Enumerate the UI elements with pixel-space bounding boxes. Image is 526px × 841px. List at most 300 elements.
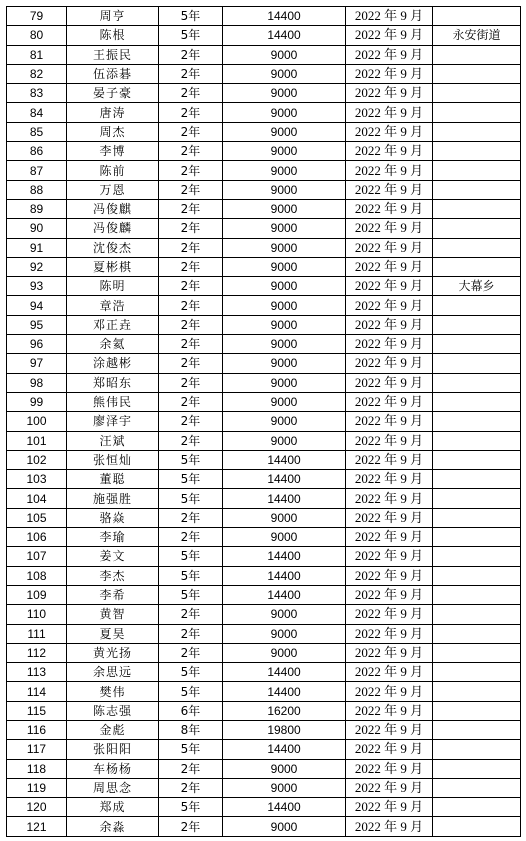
cell-date: 2022 年 9 月 [346, 624, 433, 643]
cell-amount: 9000 [223, 45, 346, 64]
table-row [7, 257, 521, 276]
cell-name: 郑昭东 [67, 373, 159, 392]
cell-note [433, 412, 521, 431]
cell-date: 2022 年 9 月 [346, 701, 433, 720]
cell-date: 2022 年 9 月 [346, 759, 433, 778]
cell-amount: 9000 [223, 180, 346, 199]
cell-years: 2年 [159, 219, 223, 238]
cell-years: 2年 [159, 277, 223, 296]
cell-name: 黄光扬 [67, 643, 159, 662]
cell-years: 5年 [159, 470, 223, 489]
cell-date: 2022 年 9 月 [346, 643, 433, 662]
cell-years: 2年 [159, 64, 223, 83]
cell-name: 余淼 [67, 817, 159, 836]
cell-index: 118 [7, 759, 67, 778]
cell-index: 119 [7, 778, 67, 797]
cell-name: 夏昊 [67, 624, 159, 643]
table-row [7, 45, 521, 64]
cell-years: 5年 [159, 740, 223, 759]
cell-note: 永安街道 [433, 26, 521, 45]
cell-amount: 14400 [223, 798, 346, 817]
cell-name: 余氦 [67, 335, 159, 354]
cell-years: 2年 [159, 180, 223, 199]
cell-index: 117 [7, 740, 67, 759]
cell-name: 冯俊麒 [67, 199, 159, 218]
table-row [7, 663, 521, 682]
cell-amount: 14400 [223, 450, 346, 469]
cell-years: 5年 [159, 798, 223, 817]
cell-name: 邓正垚 [67, 315, 159, 334]
cell-name: 周亨 [67, 7, 159, 26]
cell-amount: 14400 [223, 547, 346, 566]
cell-note [433, 508, 521, 527]
cell-name: 董聪 [67, 470, 159, 489]
document-sheet [6, 6, 520, 837]
table-row [7, 489, 521, 508]
table-row [7, 142, 521, 161]
cell-index: 115 [7, 701, 67, 720]
cell-name: 陈明 [67, 277, 159, 296]
cell-years: 2年 [159, 431, 223, 450]
cell-note [433, 199, 521, 218]
cell-date: 2022 年 9 月 [346, 335, 433, 354]
cell-amount: 14400 [223, 26, 346, 45]
table-row [7, 547, 521, 566]
cell-index: 90 [7, 219, 67, 238]
table-row [7, 759, 521, 778]
cell-date: 2022 年 9 月 [346, 373, 433, 392]
table-row [7, 64, 521, 83]
cell-date: 2022 年 9 月 [346, 798, 433, 817]
cell-date: 2022 年 9 月 [346, 84, 433, 103]
cell-index: 88 [7, 180, 67, 199]
cell-years: 2年 [159, 122, 223, 141]
table-row [7, 643, 521, 662]
cell-years: 2年 [159, 199, 223, 218]
cell-index: 95 [7, 315, 67, 334]
cell-index: 92 [7, 257, 67, 276]
cell-date: 2022 年 9 月 [346, 103, 433, 122]
cell-date: 2022 年 9 月 [346, 392, 433, 411]
cell-note [433, 7, 521, 26]
cell-amount: 9000 [223, 528, 346, 547]
cell-date: 2022 年 9 月 [346, 7, 433, 26]
cell-name: 李博 [67, 142, 159, 161]
cell-years: 2年 [159, 45, 223, 64]
cell-date: 2022 年 9 月 [346, 470, 433, 489]
cell-note [433, 296, 521, 315]
cell-amount: 9000 [223, 199, 346, 218]
table-row [7, 450, 521, 469]
table-row [7, 199, 521, 218]
cell-years: 2年 [159, 335, 223, 354]
cell-amount: 9000 [223, 605, 346, 624]
cell-amount: 14400 [223, 7, 346, 26]
cell-name: 周杰 [67, 122, 159, 141]
cell-amount: 9000 [223, 64, 346, 83]
cell-date: 2022 年 9 月 [346, 296, 433, 315]
cell-note [433, 45, 521, 64]
table-row [7, 103, 521, 122]
cell-amount: 14400 [223, 566, 346, 585]
cell-years: 5年 [159, 450, 223, 469]
cell-name: 李瑜 [67, 528, 159, 547]
cell-amount: 9000 [223, 296, 346, 315]
cell-amount: 9000 [223, 238, 346, 257]
cell-name: 郑成 [67, 798, 159, 817]
cell-date: 2022 年 9 月 [346, 257, 433, 276]
cell-note [433, 585, 521, 604]
cell-name: 熊伟民 [67, 392, 159, 411]
cell-years: 5年 [159, 547, 223, 566]
table-row [7, 296, 521, 315]
cell-name: 章浩 [67, 296, 159, 315]
cell-name: 晏子豪 [67, 84, 159, 103]
cell-amount: 9000 [223, 817, 346, 836]
cell-note [433, 566, 521, 585]
table-row [7, 798, 521, 817]
cell-amount: 9000 [223, 643, 346, 662]
cell-note [433, 373, 521, 392]
cell-date: 2022 年 9 月 [346, 566, 433, 585]
cell-index: 104 [7, 489, 67, 508]
cell-name: 周思念 [67, 778, 159, 797]
cell-index: 116 [7, 720, 67, 739]
cell-years: 2年 [159, 373, 223, 392]
cell-name: 冯俊麟 [67, 219, 159, 238]
cell-note [433, 701, 521, 720]
cell-note [433, 643, 521, 662]
cell-date: 2022 年 9 月 [346, 450, 433, 469]
cell-note [433, 257, 521, 276]
cell-name: 陈志强 [67, 701, 159, 720]
cell-years: 2年 [159, 257, 223, 276]
cell-note [433, 103, 521, 122]
cell-note [433, 392, 521, 411]
cell-index: 97 [7, 354, 67, 373]
table-row [7, 605, 521, 624]
cell-name: 廖泽宇 [67, 412, 159, 431]
cell-amount: 9000 [223, 431, 346, 450]
cell-date: 2022 年 9 月 [346, 547, 433, 566]
cell-date: 2022 年 9 月 [346, 180, 433, 199]
cell-note [433, 219, 521, 238]
cell-note [433, 122, 521, 141]
cell-index: 106 [7, 528, 67, 547]
cell-name: 张恒灿 [67, 450, 159, 469]
cell-years: 2年 [159, 392, 223, 411]
cell-index: 84 [7, 103, 67, 122]
table-row [7, 180, 521, 199]
cell-note [433, 605, 521, 624]
cell-years: 6年 [159, 701, 223, 720]
cell-date: 2022 年 9 月 [346, 142, 433, 161]
cell-amount: 9000 [223, 624, 346, 643]
cell-date: 2022 年 9 月 [346, 682, 433, 701]
cell-note [433, 817, 521, 836]
cell-date: 2022 年 9 月 [346, 528, 433, 547]
cell-index: 112 [7, 643, 67, 662]
cell-amount: 9000 [223, 354, 346, 373]
table-row [7, 431, 521, 450]
cell-note [433, 161, 521, 180]
cell-note [433, 798, 521, 817]
cell-years: 5年 [159, 7, 223, 26]
cell-name: 李杰 [67, 566, 159, 585]
cell-index: 111 [7, 624, 67, 643]
cell-index: 113 [7, 663, 67, 682]
cell-name: 施强胜 [67, 489, 159, 508]
cell-years: 2年 [159, 528, 223, 547]
table-row [7, 778, 521, 797]
table-row [7, 720, 521, 739]
records-table [6, 6, 521, 837]
cell-name: 骆焱 [67, 508, 159, 527]
cell-note [433, 335, 521, 354]
cell-date: 2022 年 9 月 [346, 219, 433, 238]
cell-index: 99 [7, 392, 67, 411]
cell-years: 5年 [159, 566, 223, 585]
cell-note [433, 528, 521, 547]
cell-amount: 14400 [223, 489, 346, 508]
cell-name: 李希 [67, 585, 159, 604]
records-table-body [7, 7, 521, 837]
cell-amount: 9000 [223, 103, 346, 122]
cell-years: 2年 [159, 354, 223, 373]
cell-note [433, 354, 521, 373]
table-row [7, 219, 521, 238]
cell-index: 98 [7, 373, 67, 392]
cell-name: 姜文 [67, 547, 159, 566]
cell-name: 车杨杨 [67, 759, 159, 778]
cell-index: 86 [7, 142, 67, 161]
cell-years: 5年 [159, 489, 223, 508]
cell-amount: 9000 [223, 335, 346, 354]
cell-years: 2年 [159, 778, 223, 797]
cell-amount: 16200 [223, 701, 346, 720]
cell-date: 2022 年 9 月 [346, 315, 433, 334]
cell-date: 2022 年 9 月 [346, 199, 433, 218]
cell-amount: 9000 [223, 122, 346, 141]
cell-years: 5年 [159, 663, 223, 682]
cell-note [433, 740, 521, 759]
cell-name: 沈俊杰 [67, 238, 159, 257]
cell-amount: 14400 [223, 470, 346, 489]
table-row [7, 701, 521, 720]
cell-date: 2022 年 9 月 [346, 277, 433, 296]
cell-note [433, 663, 521, 682]
cell-note [433, 450, 521, 469]
cell-amount: 9000 [223, 392, 346, 411]
cell-name: 黄智 [67, 605, 159, 624]
cell-years: 2年 [159, 315, 223, 334]
cell-note [433, 84, 521, 103]
cell-index: 121 [7, 817, 67, 836]
cell-index: 81 [7, 45, 67, 64]
cell-index: 80 [7, 26, 67, 45]
cell-years: 2年 [159, 142, 223, 161]
cell-index: 89 [7, 199, 67, 218]
cell-date: 2022 年 9 月 [346, 161, 433, 180]
table-row [7, 392, 521, 411]
cell-name: 涂越彬 [67, 354, 159, 373]
cell-index: 107 [7, 547, 67, 566]
cell-years: 2年 [159, 412, 223, 431]
cell-date: 2022 年 9 月 [346, 45, 433, 64]
cell-index: 82 [7, 64, 67, 83]
cell-date: 2022 年 9 月 [346, 489, 433, 508]
cell-years: 2年 [159, 103, 223, 122]
cell-years: 5年 [159, 26, 223, 45]
table-row [7, 335, 521, 354]
cell-index: 94 [7, 296, 67, 315]
cell-index: 91 [7, 238, 67, 257]
cell-date: 2022 年 9 月 [346, 740, 433, 759]
table-row [7, 585, 521, 604]
cell-index: 102 [7, 450, 67, 469]
cell-amount: 9000 [223, 508, 346, 527]
cell-years: 2年 [159, 643, 223, 662]
cell-note [433, 180, 521, 199]
cell-index: 100 [7, 412, 67, 431]
cell-amount: 9000 [223, 373, 346, 392]
cell-years: 8年 [159, 720, 223, 739]
table-row [7, 373, 521, 392]
cell-amount: 9000 [223, 84, 346, 103]
table-row [7, 624, 521, 643]
cell-note [433, 778, 521, 797]
cell-amount: 9000 [223, 759, 346, 778]
cell-years: 2年 [159, 624, 223, 643]
table-row [7, 566, 521, 585]
cell-note [433, 142, 521, 161]
cell-years: 2年 [159, 759, 223, 778]
cell-date: 2022 年 9 月 [346, 354, 433, 373]
cell-date: 2022 年 9 月 [346, 431, 433, 450]
cell-name: 余思远 [67, 663, 159, 682]
cell-name: 唐涛 [67, 103, 159, 122]
cell-amount: 9000 [223, 161, 346, 180]
cell-amount: 19800 [223, 720, 346, 739]
table-row [7, 740, 521, 759]
cell-years: 2年 [159, 84, 223, 103]
cell-index: 109 [7, 585, 67, 604]
cell-index: 96 [7, 335, 67, 354]
cell-years: 2年 [159, 605, 223, 624]
table-row [7, 682, 521, 701]
table-row [7, 508, 521, 527]
cell-years: 2年 [159, 817, 223, 836]
cell-date: 2022 年 9 月 [346, 817, 433, 836]
cell-years: 5年 [159, 682, 223, 701]
cell-note [433, 720, 521, 739]
table-row [7, 817, 521, 836]
cell-index: 110 [7, 605, 67, 624]
cell-index: 79 [7, 7, 67, 26]
cell-amount: 9000 [223, 778, 346, 797]
cell-note [433, 682, 521, 701]
cell-index: 114 [7, 682, 67, 701]
cell-note [433, 489, 521, 508]
cell-date: 2022 年 9 月 [346, 778, 433, 797]
cell-index: 87 [7, 161, 67, 180]
table-row [7, 26, 521, 45]
cell-date: 2022 年 9 月 [346, 508, 433, 527]
cell-index: 108 [7, 566, 67, 585]
cell-years: 2年 [159, 238, 223, 257]
cell-amount: 14400 [223, 585, 346, 604]
cell-date: 2022 年 9 月 [346, 720, 433, 739]
cell-amount: 9000 [223, 315, 346, 334]
cell-date: 2022 年 9 月 [346, 26, 433, 45]
cell-amount: 9000 [223, 257, 346, 276]
cell-name: 王振民 [67, 45, 159, 64]
cell-name: 陈根 [67, 26, 159, 45]
cell-name: 张阳阳 [67, 740, 159, 759]
cell-amount: 9000 [223, 219, 346, 238]
table-row [7, 470, 521, 489]
cell-amount: 9000 [223, 142, 346, 161]
cell-name: 夏彬棋 [67, 257, 159, 276]
table-row [7, 122, 521, 141]
cell-name: 樊伟 [67, 682, 159, 701]
cell-date: 2022 年 9 月 [346, 605, 433, 624]
cell-index: 83 [7, 84, 67, 103]
cell-date: 2022 年 9 月 [346, 238, 433, 257]
cell-name: 陈前 [67, 161, 159, 180]
cell-amount: 9000 [223, 277, 346, 296]
cell-index: 85 [7, 122, 67, 141]
cell-index: 101 [7, 431, 67, 450]
cell-amount: 14400 [223, 740, 346, 759]
table-row [7, 528, 521, 547]
cell-note [433, 64, 521, 83]
cell-years: 2年 [159, 508, 223, 527]
cell-years: 5年 [159, 585, 223, 604]
table-row [7, 315, 521, 334]
cell-note [433, 624, 521, 643]
cell-name: 金彪 [67, 720, 159, 739]
cell-index: 93 [7, 277, 67, 296]
table-row [7, 7, 521, 26]
cell-note [433, 431, 521, 450]
cell-index: 105 [7, 508, 67, 527]
cell-name: 万恩 [67, 180, 159, 199]
cell-note [433, 547, 521, 566]
cell-note [433, 315, 521, 334]
cell-amount: 9000 [223, 412, 346, 431]
cell-amount: 14400 [223, 663, 346, 682]
table-row [7, 238, 521, 257]
cell-note [433, 470, 521, 489]
table-row [7, 161, 521, 180]
cell-date: 2022 年 9 月 [346, 122, 433, 141]
cell-note [433, 238, 521, 257]
table-row [7, 412, 521, 431]
table-row [7, 84, 521, 103]
cell-date: 2022 年 9 月 [346, 585, 433, 604]
cell-name: 汪斌 [67, 431, 159, 450]
cell-years: 2年 [159, 161, 223, 180]
cell-amount: 14400 [223, 682, 346, 701]
cell-date: 2022 年 9 月 [346, 412, 433, 431]
cell-note [433, 759, 521, 778]
table-row [7, 277, 521, 296]
cell-index: 103 [7, 470, 67, 489]
cell-index: 120 [7, 798, 67, 817]
cell-note: 大幕乡 [433, 277, 521, 296]
cell-name: 伍添碁 [67, 64, 159, 83]
